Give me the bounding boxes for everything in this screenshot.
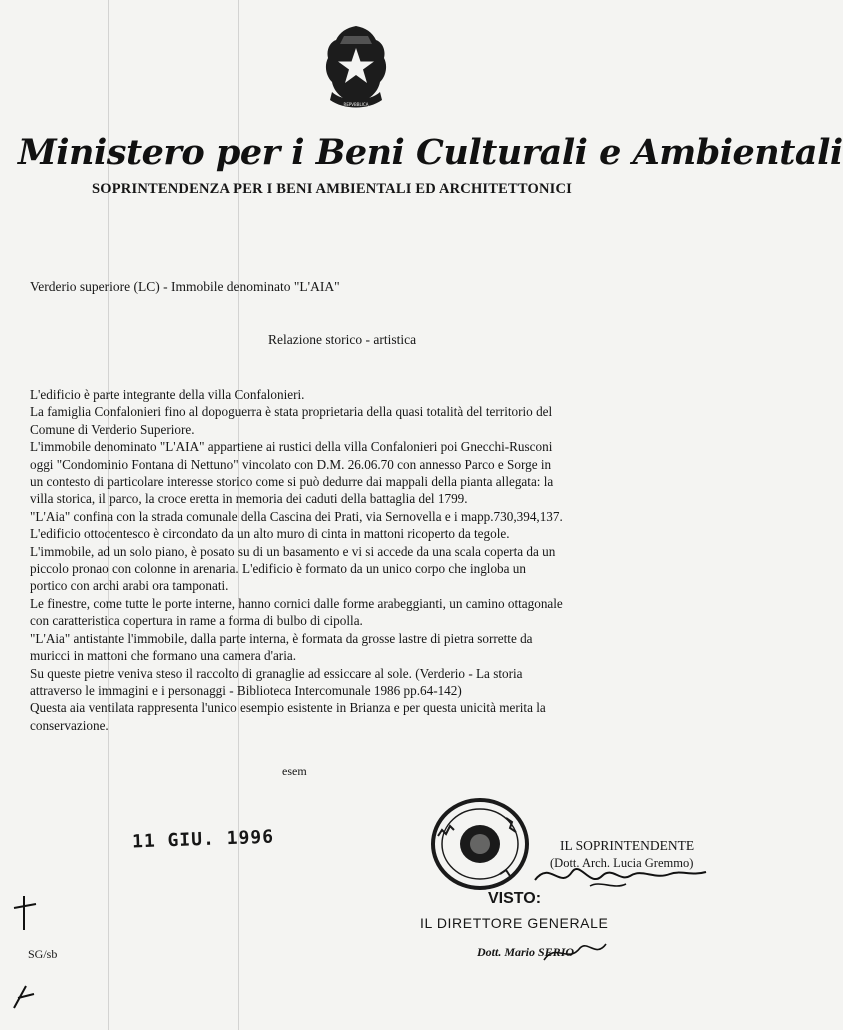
ministry-title: Ministero per i Beni Culturali e Ambientali bbox=[18, 132, 843, 173]
body-line: L'immobile, ad un solo piano, è posato su di un basamento e vi si accede da una scala coperta da un bbox=[30, 543, 556, 559]
body-line: conservazione. bbox=[30, 717, 109, 733]
body-line: "L'Aia" antistante l'immobile, dalla parte interna, è formata da grosse lastre di pietra sorrette da bbox=[30, 630, 533, 646]
office-title: SOPRINTENDENZA PER I BENI AMBIENTALI ED ARCHITETTONICI bbox=[92, 181, 573, 197]
body-line: L'edificio è parte integrante della villa Confalonieri. bbox=[30, 387, 305, 402]
director-name: Dott. Mario SERIO bbox=[477, 945, 575, 959]
report-title: Relazione storico - artistica bbox=[268, 332, 417, 347]
director-signature bbox=[540, 936, 610, 966]
document-subject: Verderio superiore (LC) - Immobile denominato "L'AIA" bbox=[30, 279, 340, 294]
office-seal-icon bbox=[430, 796, 530, 892]
date-stamp: 11 GIU. 1996 bbox=[131, 826, 275, 853]
body-line: un contesto di particolare interesse storico come si può dedurre dai mappali della pianta allegata: la bbox=[30, 474, 554, 490]
body-line: Le finestre, come tutte le porte interne, hanno cornici dalle forme arabeggianti, un camino ottagonale bbox=[30, 595, 563, 611]
body-line: villa storica, il parco, la croce eretta in memoria dei caduti della battaglia del 1799. bbox=[30, 491, 468, 507]
visto-label: VISTO: bbox=[488, 890, 542, 907]
body-line: portico con archi arabi ora tamponati. bbox=[30, 578, 229, 594]
margin-mark bbox=[8, 982, 38, 1012]
body-line: "L'Aia" confina con la strada comunale della Cascina dei Prati, via Sernovella e i mapp.730,394,137. bbox=[30, 508, 563, 524]
body-line: oggi "Condominio Fontana di Nettuno" vincolato con D.M. 26.06.70 con annesso Parco e Sorge in bbox=[30, 456, 552, 472]
body-line: piccolo pronao con colonne in arenaria. L'edificio è formato da un unico corpo che ingloba un bbox=[30, 561, 526, 577]
signer-title: IL SOPRINTENDENTE bbox=[560, 838, 695, 853]
body-line: muricci in mattoni che formano una camera d'aria. bbox=[30, 648, 297, 664]
body-line: La famiglia Confalonieri fino al dopoguerra è stata proprietaria della quasi totalità del territorio del bbox=[30, 404, 553, 420]
body-line: L'edificio ottocentesco è circondato da un alto muro di cinta in mattoni ricoperto da tegole. bbox=[30, 526, 510, 542]
body-line: Su queste pietre veniva steso il raccolto di granaglie ad essiccare al sole. (Verderio - La storia bbox=[30, 665, 523, 681]
typist-initials: esem bbox=[282, 764, 307, 778]
body-line: con caratteristica copertura in rame a forma di bulbo di cipolla. bbox=[30, 613, 363, 629]
report-body bbox=[30, 386, 690, 734]
body-line: Questa aia ventilata rappresenta l'unico esempio esistente in Brianza e per questa unicità merita la bbox=[30, 700, 546, 716]
handwritten-signature bbox=[530, 850, 710, 900]
body-line: attraverso le immagini e i personaggi - Biblioteca Intercomunale 1986 pp.64-142) bbox=[30, 682, 462, 698]
body-line: Comune di Verderio Superiore. bbox=[30, 421, 195, 437]
body-line: L'immobile denominato "L'AIA" appartiene ai rustici della villa Confalonieri poi Gnecchi-Rusconi bbox=[30, 439, 553, 455]
director-title: IL DIRETTORE GENERALE bbox=[420, 915, 609, 931]
signer-name: (Dott. Arch. Lucia Gremmo) bbox=[550, 856, 694, 870]
margin-mark bbox=[10, 894, 40, 934]
republic-emblem-icon bbox=[318, 22, 394, 110]
svg-text:REPVBBLICA: REPVBBLICA bbox=[343, 102, 369, 107]
reference-code: SG/sb bbox=[28, 947, 58, 961]
